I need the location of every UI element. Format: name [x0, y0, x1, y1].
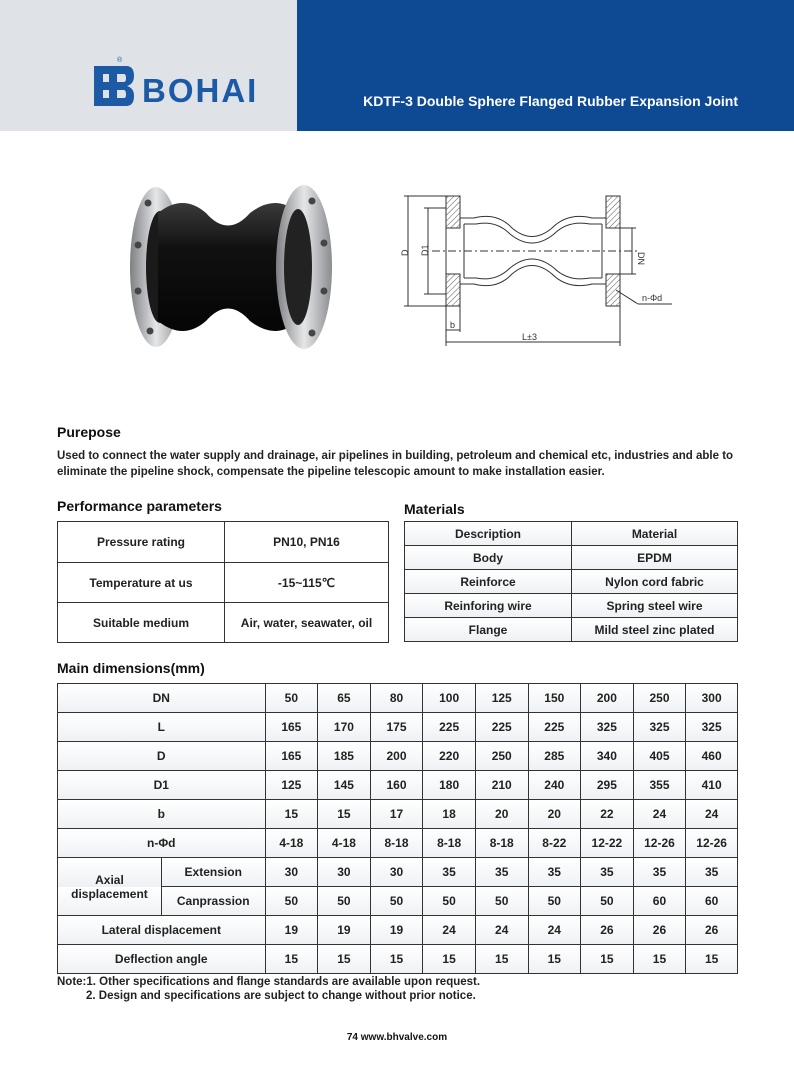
table-cell: 26 [581, 916, 634, 945]
table-cell: 15 [265, 800, 318, 829]
table-cell: 24 [423, 916, 476, 945]
table-cell: 26 [633, 916, 686, 945]
table-cell: 8-18 [475, 829, 528, 858]
table-row [58, 713, 738, 742]
axial-displacement-label: Axial displacement [58, 858, 162, 916]
table-cell: 30 [265, 858, 318, 887]
table-row [58, 563, 389, 603]
table-row [58, 771, 738, 800]
table-cell: 210 [475, 771, 528, 800]
table-cell: 285 [528, 742, 581, 771]
table-cell: 410 [686, 771, 738, 800]
table-cell: 22 [581, 800, 634, 829]
page-title: KDTF-3 Double Sphere Flanged Rubber Expansion Joint [363, 93, 738, 109]
table-cell: 225 [423, 713, 476, 742]
row-label: D1 [58, 771, 266, 800]
dim-label-nd: n-Φd [642, 293, 663, 303]
material-desc: Reinforing wire [405, 594, 572, 618]
table-cell: 35 [528, 858, 581, 887]
header-material: Material [572, 522, 738, 546]
table-cell: 30 [318, 858, 371, 887]
row-label: DN [58, 684, 266, 713]
table-cell: 15 [370, 945, 423, 974]
table-cell: 19 [318, 916, 371, 945]
table-cell: 15 [686, 945, 738, 974]
table-cell: 325 [686, 713, 738, 742]
table-cell: 325 [581, 713, 634, 742]
material-desc: Flange [405, 618, 572, 642]
row-label: n-Φd [58, 829, 266, 858]
table-cell: 145 [318, 771, 371, 800]
table-cell: 15 [265, 945, 318, 974]
table-cell: 19 [265, 916, 318, 945]
table-cell: 200 [370, 742, 423, 771]
table-cell: 8-18 [370, 829, 423, 858]
material-value: Spring steel wire [572, 594, 738, 618]
param-value: -15~115℃ [225, 563, 389, 603]
table-cell: 50 [423, 887, 476, 916]
table-cell: 15 [318, 800, 371, 829]
table-cell: 50 [265, 684, 318, 713]
table-cell: 12-26 [686, 829, 738, 858]
note-line-2: 2. Design and specifications are subject to change without prior notice. [86, 990, 476, 1002]
table-cell: 8-18 [423, 829, 476, 858]
row-label: Deflection angle [58, 945, 266, 974]
table-cell: 24 [686, 800, 738, 829]
table-cell: 15 [318, 945, 371, 974]
param-value: Air, water, seawater, oil [225, 603, 389, 643]
table-cell: 300 [686, 684, 738, 713]
table-cell: 35 [581, 858, 634, 887]
materials-table [404, 521, 738, 642]
material-value: Mild steel zinc plated [572, 618, 738, 642]
table-row [405, 594, 738, 618]
notes [57, 975, 480, 1003]
table-cell: 19 [370, 916, 423, 945]
table-row [405, 570, 738, 594]
row-label: D [58, 742, 266, 771]
table-cell: 50 [370, 887, 423, 916]
brand-name: BOHAI [142, 72, 259, 109]
table-cell: 15 [581, 945, 634, 974]
table-cell: 250 [475, 742, 528, 771]
table-row [58, 522, 389, 563]
table-cell: 8-22 [528, 829, 581, 858]
table-cell: 24 [633, 800, 686, 829]
param-label: Temperature at us [58, 563, 225, 603]
table-cell: 165 [265, 713, 318, 742]
table-cell: 150 [528, 684, 581, 713]
row-label: Lateral displacement [58, 916, 266, 945]
material-desc: Body [405, 546, 572, 570]
table-cell: 15 [423, 945, 476, 974]
material-desc: Reinforce [405, 570, 572, 594]
table-cell: 170 [318, 713, 371, 742]
table-row [58, 603, 389, 643]
table-cell: 30 [370, 858, 423, 887]
table-cell: 20 [475, 800, 528, 829]
table-cell: 355 [633, 771, 686, 800]
table-cell: 15 [528, 945, 581, 974]
table-cell: 12-26 [633, 829, 686, 858]
table-cell: 160 [370, 771, 423, 800]
table-cell: 125 [475, 684, 528, 713]
table-cell: 50 [581, 887, 634, 916]
dimensions-table [57, 683, 738, 974]
table-cell: 4-18 [318, 829, 371, 858]
dim-label-dn: DN [636, 252, 646, 265]
materials-heading: Materials [404, 501, 465, 517]
table-cell: 26 [686, 916, 738, 945]
table-cell: 240 [528, 771, 581, 800]
header-left-panel [0, 0, 297, 131]
param-label: Suitable medium [58, 603, 225, 643]
dim-label-l: L±3 [522, 332, 537, 342]
table-row [58, 916, 738, 945]
table-row [58, 800, 738, 829]
table-cell: 405 [633, 742, 686, 771]
table-cell: 35 [475, 858, 528, 887]
table-row [58, 945, 738, 974]
header-right-panel [297, 0, 794, 131]
table-cell: 185 [318, 742, 371, 771]
header-description: Description [405, 522, 572, 546]
table-cell: 24 [475, 916, 528, 945]
param-label: Pressure rating [58, 522, 225, 563]
table-cell: 17 [370, 800, 423, 829]
table-cell: 65 [318, 684, 371, 713]
table-cell: 35 [423, 858, 476, 887]
table-cell: 340 [581, 742, 634, 771]
table-cell: 60 [633, 887, 686, 916]
dim-label-d: D [400, 249, 410, 256]
table-cell: 4-18 [265, 829, 318, 858]
table-cell: 180 [423, 771, 476, 800]
table-cell: 250 [633, 684, 686, 713]
table-cell: 460 [686, 742, 738, 771]
table-row [58, 829, 738, 858]
table-cell: 125 [265, 771, 318, 800]
table-cell: 225 [475, 713, 528, 742]
table-cell: 15 [633, 945, 686, 974]
technical-drawing [392, 190, 682, 352]
table-cell: 50 [318, 887, 371, 916]
table-cell: 12-22 [581, 829, 634, 858]
table-cell: 165 [265, 742, 318, 771]
table-cell: 200 [581, 684, 634, 713]
performance-table [57, 521, 389, 643]
table-cell: 50 [528, 887, 581, 916]
bohai-logo-mark [94, 66, 134, 106]
dim-label-d1: D1 [420, 244, 430, 256]
table-cell: 225 [528, 713, 581, 742]
website-link[interactable]: www.bhvalve.com [360, 1032, 448, 1043]
row-label: b [58, 800, 266, 829]
row-label: Extension [161, 858, 265, 887]
dimensions-heading: Main dimensions(mm) [57, 660, 205, 676]
product-photo [128, 183, 338, 351]
table-cell: 35 [686, 858, 738, 887]
table-cell: 175 [370, 713, 423, 742]
table-cell: 35 [633, 858, 686, 887]
table-cell: 18 [423, 800, 476, 829]
table-cell: 50 [475, 887, 528, 916]
purpose-text: Used to connect the water supply and drainage, air pipelines in building, petroleum and chemical etc, industries and able to eliminate the pipeline shock, compensate the pipeline telescopic amount to make installation easier. [57, 450, 734, 478]
note-line-1: Note:1. Other specifications and flange standards are available upon request. [57, 976, 481, 988]
table-cell: 20 [528, 800, 581, 829]
table-header-row [405, 522, 738, 546]
registered-mark: ® [117, 57, 123, 64]
table-cell: 100 [423, 684, 476, 713]
param-value: PN10, PN16 [225, 522, 389, 563]
performance-heading: Performance parameters [57, 498, 222, 514]
table-cell: 50 [265, 887, 318, 916]
table-cell: 80 [370, 684, 423, 713]
dim-label-b: b [450, 320, 456, 330]
page-number: 74 [346, 1032, 358, 1043]
table-row [405, 546, 738, 570]
table-cell: 24 [528, 916, 581, 945]
table-row [58, 742, 738, 771]
table-cell: 220 [423, 742, 476, 771]
material-value: EPDM [572, 546, 738, 570]
row-label: Canprassion [161, 887, 265, 916]
table-cell: 295 [581, 771, 634, 800]
table-row [405, 618, 738, 642]
footer [0, 1032, 794, 1043]
table-cell: 325 [633, 713, 686, 742]
row-label: L [58, 713, 266, 742]
table-cell: 60 [686, 887, 738, 916]
table-row [58, 858, 738, 887]
table-cell: 15 [475, 945, 528, 974]
table-row [58, 684, 738, 713]
purpose-heading: Purepose [57, 424, 121, 440]
material-value: Nylon cord fabric [572, 570, 738, 594]
